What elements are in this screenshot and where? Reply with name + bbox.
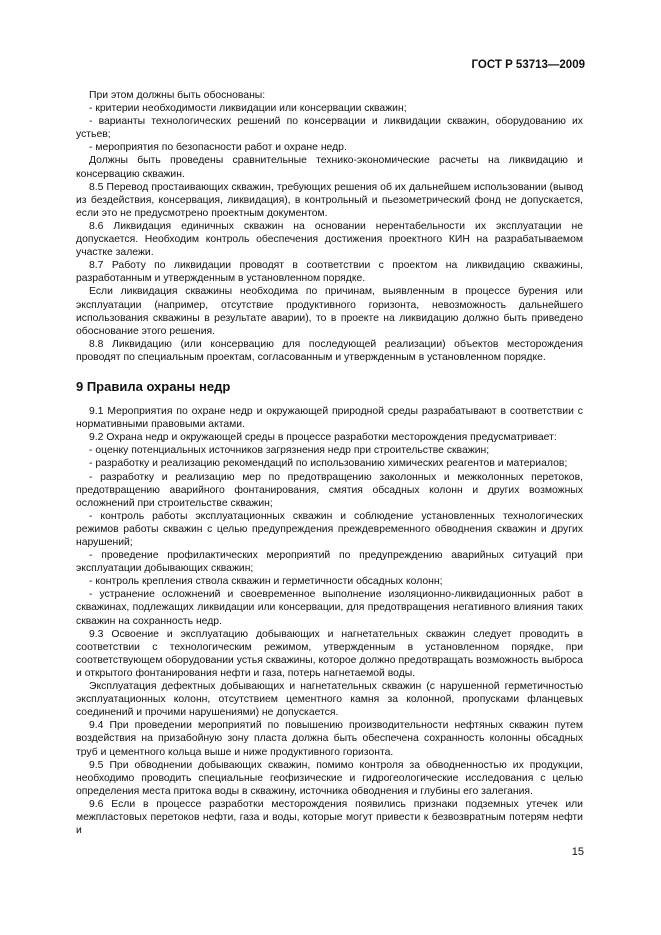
paragraph-9-2: 9.2 Охрана недр и окружающей среды в процессе разработки месторождения предусматривает:	[89, 432, 557, 444]
paragraph: Эксплуатация дефектных добывающих и нагнетательных скважин (с нарушенной герметичностью эксплуатационных колонн, отсутствием цементного камня за колонной, пропусками фланцевых соединений и прочими нарушениями) не допускается.	[76, 681, 583, 719]
paragraph-9-6: 9.6 Если в процессе разработки месторождения появились признаки подземных утечек или межпластовых перетоков нефти, газа и воды, которые могут привести к безвозвратным потерям нефти и	[76, 798, 583, 837]
list-item: - проведение профилактических мероприятий по предупреждению аварийных ситуаций при эксплуатации добывающих скважин;	[76, 550, 583, 575]
list-item: - контроль работы эксплуатационных скважин и соблюдение установленных технологических режимов работы скважин с целью предупреждения преждевременного обводнения скважин и других нарушений;	[76, 510, 583, 548]
list-item: - мероприятия по безопасности работ и охране недр.	[89, 142, 347, 154]
paragraph-8-5: 8.5 Перевод простаивающих скважин, требующих решения об их дальнейшем использовании (вывод из бездействия, консервация, ликвидация), в контрольный и пьезометрический фонд не допускается, если это не предусмотрено проектным документом.	[76, 181, 583, 219]
paragraph: При этом должны быть обоснованы:	[89, 90, 266, 101]
paragraph-9-3: 9.3 Освоение и эксплуатацию добывающих и нагнетательных скважин следует проводить в соответствии с технологическим режимом, утвержденным в установленном порядке, при соответствующем оборудовании устья скважины, которое должно предотвращать возможность выброса и открытого фонтанирования нефти и газа, потерь нагнетаемой воды.	[76, 628, 583, 679]
list-item: - разработку и реализацию рекомендаций по использованию химических реагентов и материалов;	[89, 458, 568, 470]
document-code: ГОСТ Р 53713—2009	[471, 59, 585, 71]
paragraph-9-1: 9.1 Мероприятия по охране недр и окружающей природной среды разрабатывают в соответствии с нормативными правовыми актами.	[76, 406, 583, 431]
paragraph-8-8: 8.8 Ликвидацию (или консервацию для последующей реализации) объектов месторождения проводят по специальным проектам, согласованным и утвержденным в установленном порядке.	[76, 338, 583, 363]
list-item: - разработку и реализацию мер по предотвращению заколонных и межколонных перетоков, предотвращению аварийного фонтанирования, смятия обсадных колонн и других возможных осложнений при строительстве скважин;	[76, 471, 583, 509]
paragraph-8-7: 8.7 Работу по ликвидации проводят в соответствии с проектом на ликвидацию скважины, разработанным и утвержденным в установленном порядке.	[76, 260, 583, 285]
list-item: - оценку потенциальных источников загрязнения недр при строительстве скважин;	[89, 445, 490, 457]
list-item: - варианты технологических решений по консервации и ликвидации скважин, оборудованию их устьев;	[76, 116, 583, 141]
paragraph: Должны быть проведены сравнительные технико-экономические расчеты на ликвидацию и консервацию скважин.	[76, 155, 583, 180]
paragraph-8-6: 8.6 Ликвидация единичных скважин на основании нерентабельности их эксплуатации не допускается. Необходим контроль обеспечения достижения проектного КИН на разрабатываемом участке залежи.	[76, 220, 583, 259]
list-item: - контроль крепления ствола скважин и герметичности обсадных колонн;	[89, 576, 443, 588]
paragraph: Если ликвидация скважины необходима по причинам, выявленным в процессе бурения или эксплуатации (например, отсутствие продуктивного горизонта, невозможность дальнейшего использования скважины в результате аварии), то в проекте на ликвидацию должно быть приведено обоснование этого решения.	[76, 286, 583, 337]
paragraph-9-5: 9.5 При обводнении добывающих скважин, помимо контроля за обводненностью их продукции, необходимо проводить специальные геофизические и гидрогеологические исследования с целью определения места притока воды в скважину, источника обводнения и глубины его залегания.	[76, 759, 583, 797]
page-content	[76, 89, 583, 837]
paragraph-9-4: 9.4 При проведении мероприятий по повышению производительности нефтяных скважин путем воздействия на призабойную зону пласта должна быть обеспечена сохранность колонны обсадных труб и цементного кольца выше и ниже продуктивного горизонта.	[76, 720, 583, 758]
page-number: 15	[571, 846, 584, 858]
list-item: - устранение осложнений и своевременное выполнение изоляционно-ликвидационных работ в скважинах, подлежащих ликвидации или консервации, для предотвращения негативного влияния таких скважин на сохранность недр.	[76, 589, 583, 627]
section-title: 9 Правила охраны недр	[76, 378, 231, 394]
list-item: - критерии необходимости ликвидации или консервации скважин;	[89, 103, 407, 115]
